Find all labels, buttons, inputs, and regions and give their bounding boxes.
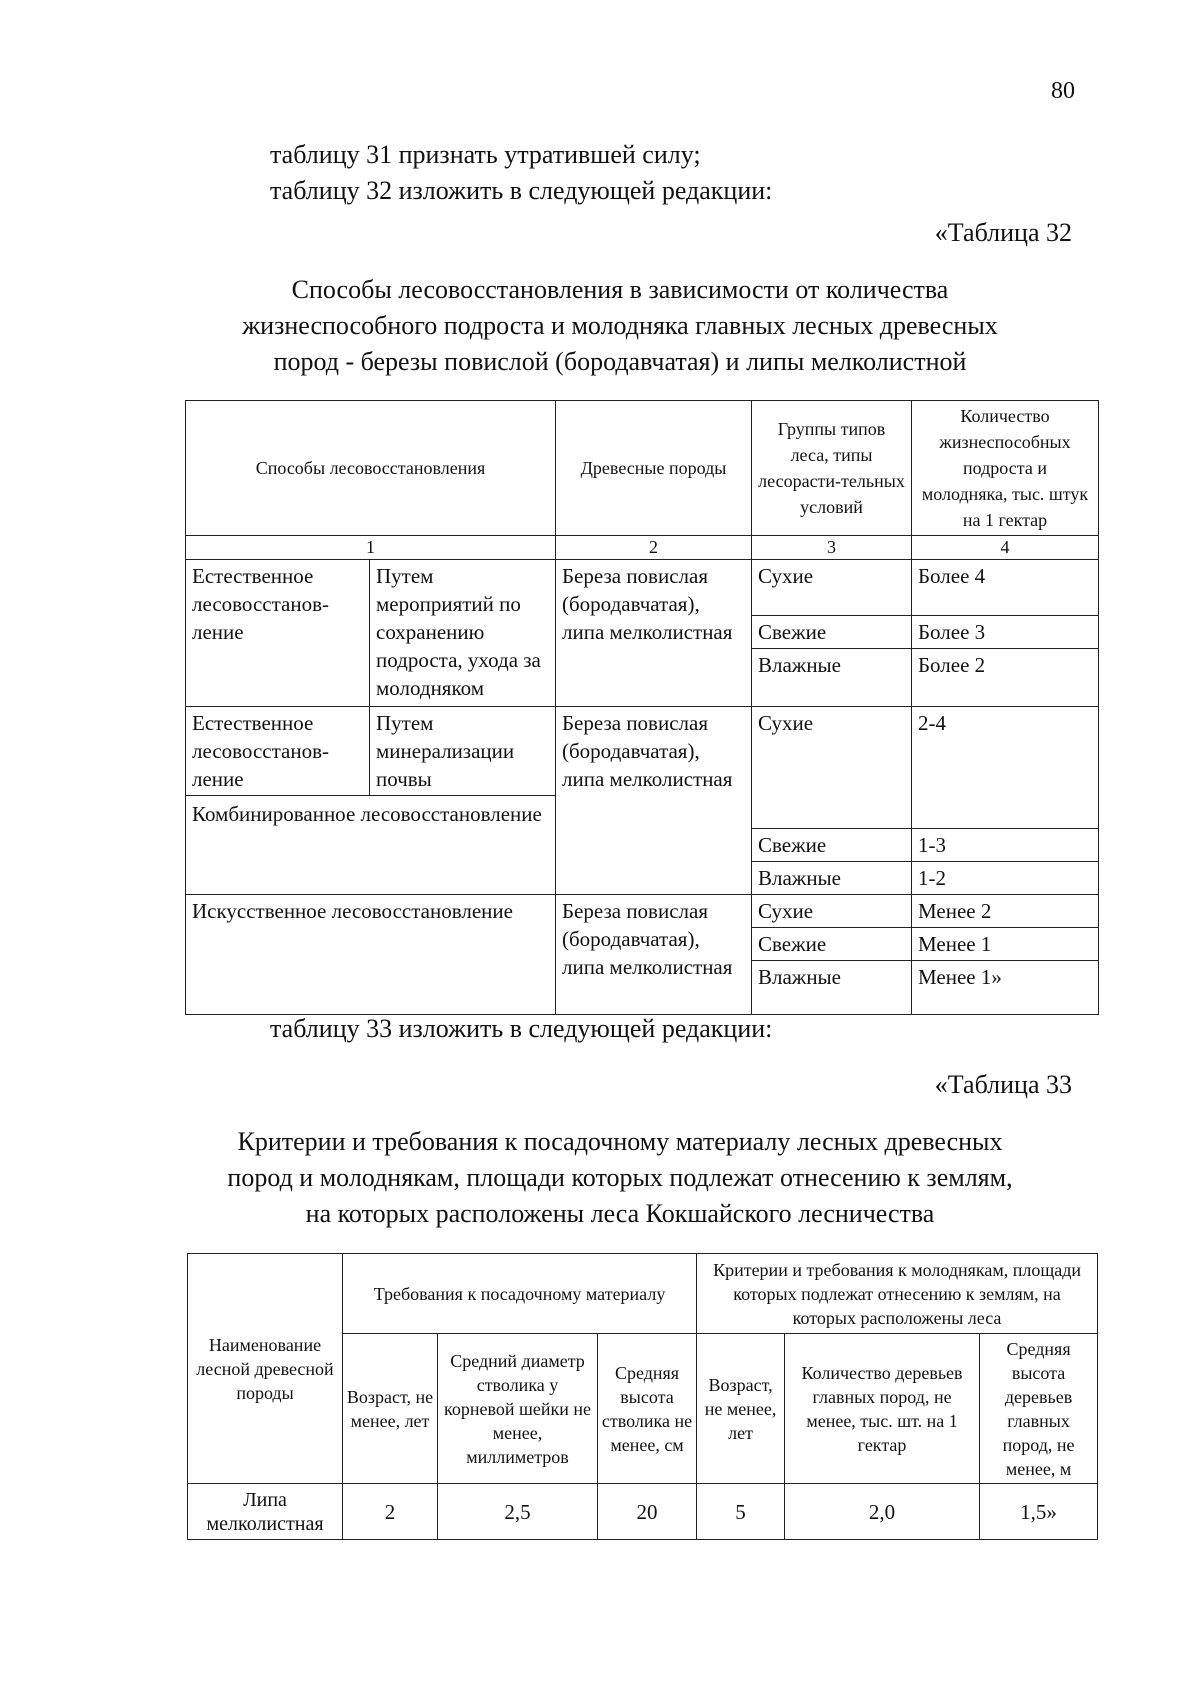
header-stem-height: Средняя высота стволика не менее, см	[598, 1334, 697, 1484]
value-tree-count: 2,0	[785, 1484, 980, 1540]
forest-group: Влажные	[752, 961, 912, 1015]
forest-group: Сухие	[752, 707, 912, 829]
quantity: 1-3	[912, 829, 1099, 862]
restoration-method: Путем минерализации почвы	[370, 707, 556, 796]
quantity: Более 2	[912, 649, 1099, 707]
combined-restoration: Комбинированное лесовосстановление	[186, 796, 556, 895]
table33-label: «Таблица 33	[934, 1070, 1072, 1099]
forest-group: Свежие	[752, 829, 912, 862]
table33-title-line: на которых расположены леса Кокшайского лесничества	[305, 1199, 935, 1228]
header-age: Возраст, не менее, лет	[343, 1334, 438, 1484]
paragraph-table33: таблицу 33 изложить в следующей редакции:	[270, 1014, 773, 1043]
tree-species: Береза повислая (бородавчатая), липа мелколистная	[556, 560, 752, 707]
value-age: 2	[343, 1484, 438, 1540]
column-number: 4	[912, 536, 1099, 560]
forest-group: Свежие	[752, 928, 912, 961]
table32-title-line: Способы лесовосстановления в зависимости от количества	[291, 275, 949, 304]
header-tree-height: Средняя высота деревьев главных пород, не менее, м	[980, 1334, 1098, 1484]
species-name: Липа мелколистная	[188, 1484, 343, 1540]
header-age: Возраст, не менее, лет	[697, 1334, 785, 1484]
column-number: 1	[186, 536, 556, 560]
header-planting-requirements: Требования к посадочному материалу	[343, 1254, 697, 1334]
forest-group: Влажные	[752, 649, 912, 707]
tree-species: Береза повислая (бородавчатая), липа мелколистная	[556, 707, 752, 895]
table32-title	[170, 272, 1070, 380]
forest-group: Сухие	[752, 895, 912, 928]
quantity: Более 3	[912, 616, 1099, 649]
value-age: 5	[697, 1484, 785, 1540]
value-diameter: 2,5	[438, 1484, 598, 1540]
header-tree-count: Количество деревьев главных пород, не менее, тыс. шт. на 1 гектар	[785, 1334, 980, 1484]
header-young-forest-criteria: Критерии и требования к молоднякам, площади которых подлежат отнесению к землям, на которых расположены леса	[697, 1254, 1098, 1334]
restoration-method: Путем мероприятий по сохранению подроста, ухода за молодняком	[370, 560, 556, 707]
forest-group: Свежие	[752, 616, 912, 649]
quantity: Более 4	[912, 560, 1099, 616]
paragraph-table32: таблицу 32 изложить в следующей редакции:	[270, 176, 773, 205]
value-stem-height: 20	[598, 1484, 697, 1540]
header-species-name: Наименование лесной древесной породы	[188, 1254, 343, 1484]
value-tree-height: 1,5»	[980, 1484, 1098, 1540]
restoration-type: Естественное лесовосстанов-ление	[186, 707, 370, 796]
page-number: 80	[1051, 78, 1075, 104]
column-number: 3	[752, 536, 912, 560]
paragraph-table31: таблицу 31 признать утратившей силу;	[270, 140, 701, 169]
header-species: Древесные породы	[556, 401, 752, 536]
quantity: 2-4	[912, 707, 1099, 829]
forest-group: Сухие	[752, 560, 912, 616]
quantity: Менее 2	[912, 895, 1099, 928]
table32-title-line: пород - березы повислой (бородавчатая) и липы мелколистной	[273, 347, 967, 376]
table32-label: «Таблица 32	[934, 218, 1072, 247]
table33	[187, 1253, 1098, 1540]
header-groups: Группы типов леса, типы лесорасти-тельных условий	[752, 401, 912, 536]
header-diameter: Средний диаметр стволика у корневой шейки не менее, миллиметров	[438, 1334, 598, 1484]
forest-group: Влажные	[752, 862, 912, 895]
column-number: 2	[556, 536, 752, 560]
table33-title-line: пород и молоднякам, площади которых подлежат отнесению к землям,	[227, 1163, 1013, 1192]
quantity: Менее 1	[912, 928, 1099, 961]
header-method: Способы лесовосстановления	[186, 401, 556, 536]
header-quantity: Количество жизнеспособных подроста и молодняка, тыс. штук на 1 гектар	[912, 401, 1099, 536]
table33-title	[170, 1124, 1070, 1232]
quantity: Менее 1»	[912, 961, 1099, 1015]
table32-title-line: жизнеспособного подроста и молодняка главных лесных древесных	[242, 311, 998, 340]
quantity: 1-2	[912, 862, 1099, 895]
table32	[185, 400, 1099, 1015]
table33-title-line: Критерии и требования к посадочному материалу лесных древесных	[237, 1127, 1003, 1156]
restoration-type: Естественное лесовосстанов-ление	[186, 560, 370, 707]
tree-species: Береза повислая (бородавчатая), липа мелколистная	[556, 895, 752, 1015]
restoration-type: Искусственное лесовосстановление	[186, 895, 556, 1015]
